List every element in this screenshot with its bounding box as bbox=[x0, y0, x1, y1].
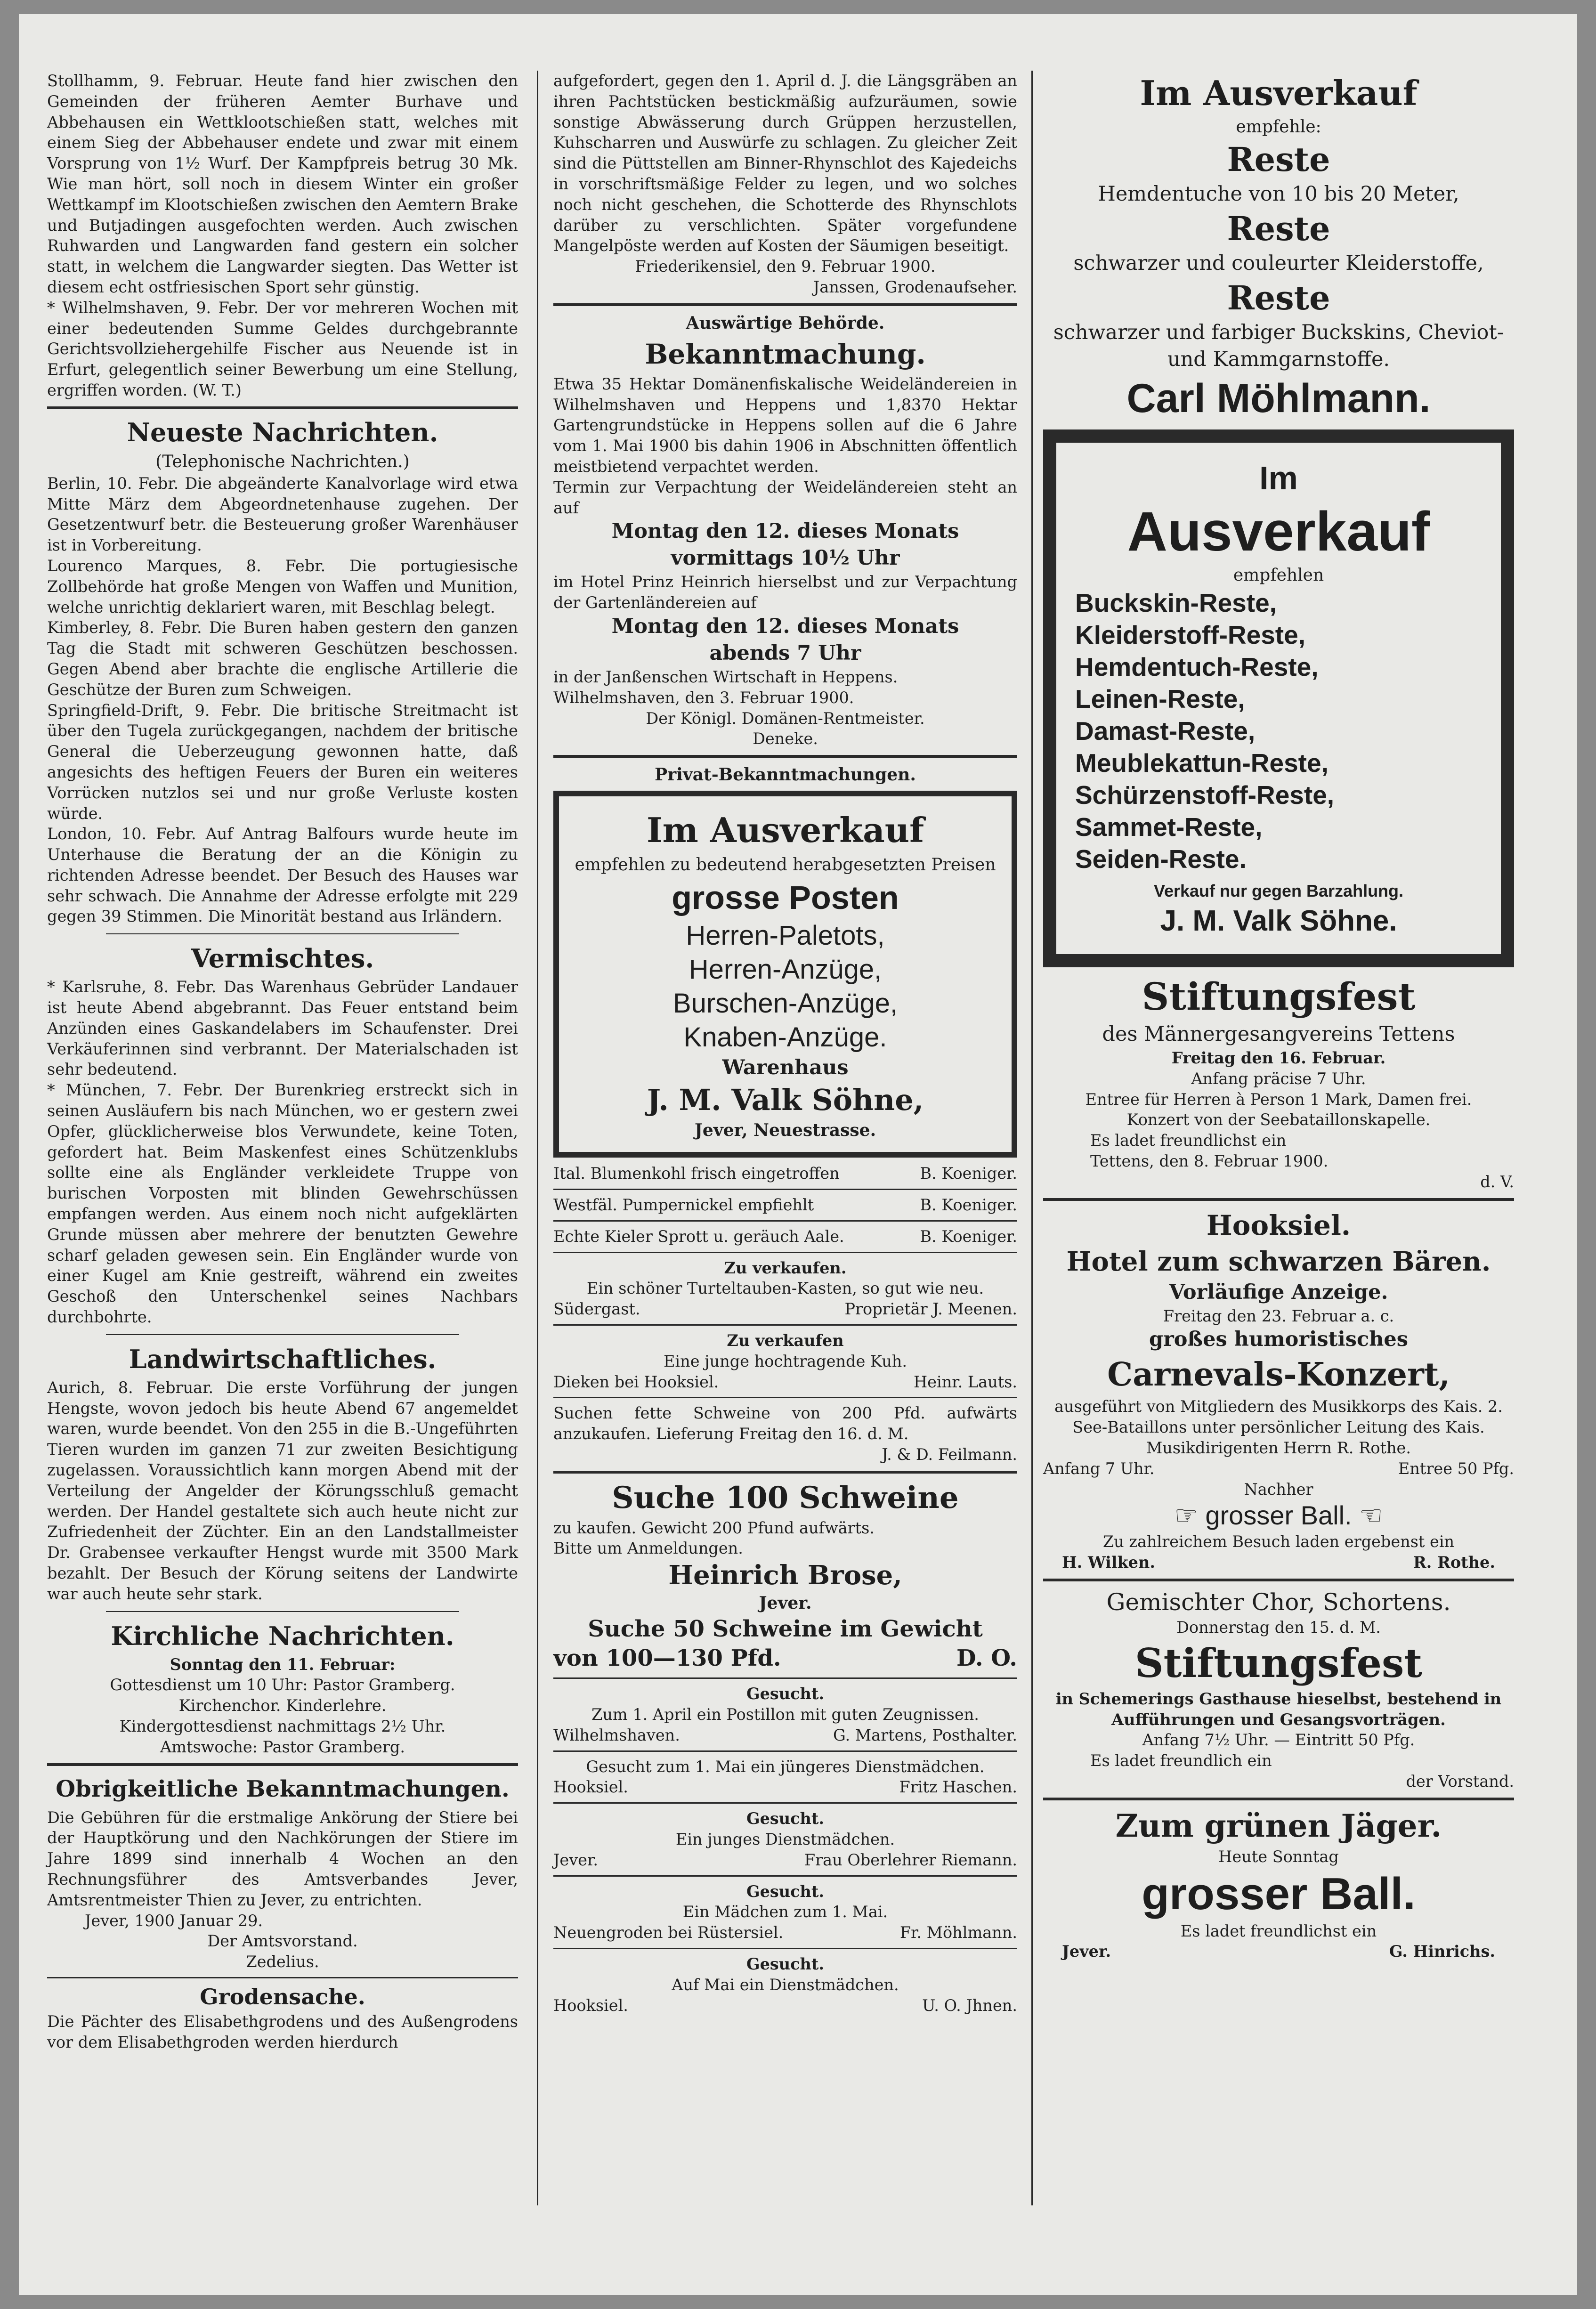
event-line: Es ladet freundlichst ein bbox=[1090, 1131, 1287, 1150]
divider bbox=[47, 406, 518, 409]
article: London, 10. Febr. Auf Antrag Balfours wurde heute im Unterhause die Beratung der an die Königin zu richtenden Adresse beendet. Der Besuch des Hauses war sehr schwach. Die Annahme der Adresse erfolgte mit 229 gegen 39 Stimmen. Die Minorität bestand aus Irländern. bbox=[47, 825, 518, 926]
church-line: Gottesdienst um 10 Uhr: Pastor Gramberg. bbox=[110, 1676, 455, 1694]
divider bbox=[553, 1324, 1017, 1326]
event-place-text: Jever. bbox=[1062, 1942, 1111, 1961]
ad-line bbox=[553, 1644, 1017, 1673]
notice-signature: Der Amtsvorstand. bbox=[207, 1932, 358, 1951]
divider bbox=[553, 1750, 1017, 1752]
event-venue: Zum grünen Jäger. bbox=[1115, 1807, 1442, 1844]
section-heading: Vermischtes. bbox=[191, 943, 374, 974]
event-line: großes humoristisches bbox=[1149, 1328, 1408, 1352]
ad-title: Im Ausverkauf bbox=[646, 810, 924, 851]
event-line: Zu zahlreichem Besuch laden ergebenst ein bbox=[1102, 1532, 1455, 1551]
section-heading: Kirchliche Nachrichten. bbox=[111, 1620, 454, 1651]
ad-address: Jever, Neuestrasse. bbox=[694, 1120, 876, 1141]
classified-signature: Fritz Haschen. bbox=[899, 1778, 1017, 1797]
section-heading: Obrigkeitliche Bekanntmachungen. bbox=[56, 1775, 510, 1802]
article: Aurich, 8. Februar. Die erste Vorführung der jungen Hengste, wovon jedoch bis heute Abend 67 angemeldet waren, wurde beendet. Von den 255 in die B.-Ungeführten Tieren wurden im ganzen 71 zur zweiten Besichtigung zugelassen. Voraussichtlich kann morgen Abend mit der Verteilung der Angelder der Körungsschluß gemacht werden. Der Handel gestaltete sich auch heute nicht zur Zufriedenheit der Züchter. Ein an den Landstallmeister Dr. Grabensee verkaufter Hengst wurde mit 3500 Mark bezahlt. Der Besuch der Körung seitens der Landwirte war auch heute sehr stark. bbox=[47, 1378, 518, 1603]
classified-signature: J. & D. Feilmann. bbox=[882, 1445, 1017, 1464]
classified bbox=[553, 1850, 1017, 1871]
event-line: Donnerstag den 15. d. M. bbox=[1176, 1618, 1381, 1637]
notice-signature: Janssen, Grodenaufseher. bbox=[813, 277, 1017, 296]
ad-headline: Reste bbox=[1227, 209, 1330, 248]
event-line: Anfang 7½ Uhr. — Eintritt 50 Pfg. bbox=[1142, 1731, 1415, 1750]
classified bbox=[553, 1777, 1017, 1798]
section-heading: Landwirtschaftliches. bbox=[129, 1344, 437, 1374]
section-heading: Grodensache. bbox=[200, 1984, 365, 2009]
divider bbox=[553, 1677, 1017, 1679]
classified-signature: B. Koeniger. bbox=[920, 1227, 1017, 1246]
divider bbox=[553, 1875, 1017, 1877]
classified-place: Wilhelmshaven. bbox=[553, 1726, 680, 1744]
announcement-title: Bekanntmachung. bbox=[645, 338, 926, 370]
notice: Wilhelmshaven, den 3. Februar 1900. bbox=[553, 688, 854, 707]
event-line bbox=[1043, 1458, 1514, 1479]
event-line: Vorläufige Anzeige. bbox=[1169, 1280, 1388, 1304]
section-subheading: (Telephonische Nachrichten.) bbox=[155, 452, 410, 471]
pointing-hand-icon: ☞ bbox=[1174, 1500, 1206, 1531]
ad-item: Sammet-Reste, bbox=[1075, 812, 1263, 842]
notice: aufgefordert, gegen den 1. April d. J. die Längsgräben an ihren Pachtstücken bestickmäßig aufzuräumen, sowie sonstige Abwässerung durch Grüppen herzustellen, Kuhscharren und Auswürfe zu schlagen. Zu gleicher Zeit sind die Püttstellen am Binner-Rhynschlot des Kajedeichs in vorschriftsmäßige Felder zu legen, und wo solches noch nicht geschehen, die Schotterde des Rhynschlots darüber zu verschlichten. Später vorgefundene Mangelpöste werden auf Kosten der Säumigen beseitigt. bbox=[553, 72, 1017, 255]
classified-text: Ital. Blumenkohl frisch eingetroffen bbox=[553, 1164, 840, 1183]
notice-signature: Der Königl. Domänen-Rentmeister. bbox=[646, 709, 925, 728]
classified-text: zu kaufen. Gewicht 200 Pfund aufwärts. bbox=[553, 1518, 875, 1537]
notice-date: Jever, 1900 Januar 29. bbox=[85, 1911, 263, 1930]
classified-text: Suchen fette Schweine von 200 Pfd. aufwärts anzukaufen. Lieferung Freitag den 16. d. M. bbox=[553, 1404, 1017, 1443]
classified-signature: Heinr. Lauts. bbox=[913, 1372, 1017, 1391]
date-line: vormittags 10½ Uhr bbox=[671, 546, 900, 570]
event-line: Heute Sonntag bbox=[1218, 1847, 1339, 1866]
ad-item: Herren-Paletots, bbox=[686, 920, 885, 951]
event-place: Gemischter Chor, Schortens. bbox=[1106, 1588, 1451, 1616]
ad-title: Im bbox=[1259, 460, 1298, 496]
ad-item: Kleiderstoff-Reste, bbox=[1075, 620, 1305, 649]
ad-item: Seiden-Reste. bbox=[1075, 844, 1247, 874]
event-title: Stiftungsfest bbox=[1134, 1639, 1423, 1686]
section-heading: Auswärtige Behörde. bbox=[686, 313, 885, 333]
event-title: Carnevals-Konzert, bbox=[1107, 1356, 1450, 1394]
divider bbox=[106, 1611, 459, 1612]
classified-text: Eine junge hochtragende Kuh. bbox=[663, 1352, 907, 1370]
advertisement-valk-remnants bbox=[1043, 429, 1514, 967]
ad-subtitle: empfehlen zu bedeutend herabgesetzten Preisen bbox=[575, 855, 996, 875]
event-line: ausgeführt von Mitgliedern des Musikkorps des Kais. 2. See-Bataillons unter persönlicher Leitung des Kais. Musikdirigenten Herrn R. Rothe. bbox=[1054, 1397, 1503, 1457]
article: Springfield-Drift, 9. Febr. Die britische Streitmacht ist über den Tugela zurückgegangen, nachdem der britische General die Ueberzeugung gewonnen hatte, daß angesichts des heftigen Feuers der Buren ein weiteres Vorrücken nutzlos sei und nur große Verluste kosten würde. bbox=[47, 701, 518, 823]
column-middle bbox=[553, 71, 1017, 2016]
ad-item: Knaben-Anzüge. bbox=[683, 1022, 887, 1053]
classified-signature: Fr. Möhlmann. bbox=[899, 1923, 1017, 1942]
classified-text: Ein schöner Turteltauben-Kasten, so gut wie neu. bbox=[586, 1279, 984, 1298]
article: Kimberley, 8. Febr. Die Buren haben gestern den ganzen Tag die Stadt mit schweren Geschützen beschossen. Gegen Abend aber brachte die englische Artillerie die Geschütze der Buren zum Schweigen. bbox=[47, 618, 518, 699]
classified-heading: Gesucht. bbox=[746, 1809, 825, 1828]
article: * München, 7. Febr. Der Burenkrieg erstreckt sich in seinen Ausläufern bis nach München, wo er gestern zwei Opfer, glücklicherweise blos Verwundete, keine Toten, gefordert hat. Beim Maskenfest eines Schützenklubs sollte eine als Engländer verkleidete Truppe von burischen Vorposten mit blinden Gewehrschüssen empfangen werden. Aus einem noch nicht aufgeklärten Grunde müssen aber mehrere der benutzten Gewehre scharf geladen gewesen sein. Ein Engländer wurde von einer Kugel am Knie gestreift, während ein zweites Geschoß den Unterschenkel seines Nachbars durchbohrte. bbox=[47, 1081, 518, 1327]
classified-signature: B. Koeniger. bbox=[920, 1195, 1017, 1214]
divider bbox=[47, 1977, 518, 1978]
event-line: Anfang präcise 7 Uhr. bbox=[1191, 1069, 1366, 1088]
event-line: Es ladet freundlichst ein bbox=[1180, 1921, 1377, 1940]
ad-item: Burschen-Anzüge, bbox=[672, 988, 898, 1019]
event-signature: H. Wilken. bbox=[1062, 1553, 1156, 1572]
divider bbox=[553, 1220, 1017, 1222]
divider bbox=[106, 933, 459, 934]
classified-text: Echte Kieler Sprott u. geräuch Aale. bbox=[553, 1227, 844, 1246]
ad-item: Meublekattun-Reste, bbox=[1075, 748, 1329, 778]
classified-signature: Frau Oberlehrer Riemann. bbox=[804, 1850, 1017, 1869]
divider bbox=[553, 1397, 1017, 1398]
classified-place: Neuengroden bei Rüstersiel. bbox=[553, 1923, 784, 1942]
ad-company: Carl Möhlmann. bbox=[1126, 376, 1431, 421]
ad-note: Verkauf nur gegen Barzahlung. bbox=[1153, 881, 1404, 900]
event-venue: Hotel zum schwarzen Bären. bbox=[1066, 1246, 1491, 1277]
ad-headline: Reste bbox=[1227, 140, 1330, 179]
ad-item: Herren-Anzüge, bbox=[689, 954, 882, 985]
event-signature: G. Hinrichs. bbox=[1389, 1942, 1495, 1961]
notice: Die Pächter des Elisabethgrodens und des Außengrodens vor dem Elisabethgroden werden hierdurch bbox=[47, 2012, 518, 2051]
column-right bbox=[1043, 71, 1514, 1962]
event-text: Entree 50 Pfg. bbox=[1398, 1459, 1514, 1478]
classified-heading: Gesucht. bbox=[746, 1955, 825, 1974]
section-heading: Neueste Nachrichten. bbox=[127, 417, 438, 447]
event-signature: der Vorstand. bbox=[1406, 1772, 1514, 1790]
classified-signature: G. Martens, Posthalter. bbox=[833, 1726, 1017, 1744]
divider bbox=[553, 755, 1017, 758]
notice: Termin zur Verpachtung der Weideländereien steht an auf bbox=[553, 478, 1017, 517]
classified bbox=[553, 1195, 1017, 1215]
classified-signature: B. Koeniger. bbox=[920, 1164, 1017, 1183]
ad-item: schwarzer und couleurter Kleiderstoffe, bbox=[1073, 251, 1484, 275]
ad-headline: grosse Posten bbox=[672, 879, 899, 916]
classified-heading: Gesucht. bbox=[746, 1882, 825, 1901]
event-subtitle: des Männergesangvereins Tettens bbox=[1102, 1022, 1455, 1046]
article: * Wilhelmshaven, 9. Febr. Der vor mehreren Wochen mit einer bedeutenden Summe Geldes durchgebrannte Gerichtsvollziehergehilfe Fischer aus Neuende ist in Erfurt, gelegentlich seiner Bewerbung um eine Stellung, ergriffen worden. (W. T.) bbox=[47, 298, 518, 399]
classified bbox=[553, 1372, 1017, 1393]
classified-signature: Proprietär J. Meenen. bbox=[844, 1300, 1017, 1319]
ad-title: Suche 100 Schweine bbox=[612, 1480, 959, 1515]
ad-item: Schürzenstoff-Reste, bbox=[1075, 780, 1335, 810]
classified-place: Hooksiel. bbox=[553, 1996, 628, 2015]
classified-text: Zum 1. April ein Postillon mit guten Zeugnissen. bbox=[591, 1705, 979, 1724]
column-rule bbox=[537, 71, 538, 2205]
ad-title: Ausverkauf bbox=[1127, 501, 1430, 563]
article: Berlin, 10. Febr. Die abgeänderte Kanalvorlage wird etwa Mitte März dem Abgeordnetenhause zugehen. Der Gesetzentwurf betr. die Besteuerung großer Warenhäuser ist in Vorbereitung. bbox=[47, 474, 518, 555]
advertisement-valk-clothing bbox=[553, 791, 1017, 1158]
classified-place: Südergast. bbox=[553, 1300, 640, 1319]
classified-text: Ein junges Dienstmädchen. bbox=[675, 1830, 895, 1849]
classified bbox=[553, 1995, 1017, 2016]
ad-item: Leinen-Reste, bbox=[1075, 684, 1245, 713]
ad-company: Heinrich Brose, bbox=[668, 1560, 902, 1591]
ad-item: Hemdentuche von 10 bis 20 Meter, bbox=[1098, 182, 1459, 206]
column-left bbox=[47, 71, 518, 2053]
section-heading: Privat-Bekanntmachungen. bbox=[655, 765, 916, 785]
ad-text: von 100—130 Pfd. bbox=[553, 1645, 781, 1672]
event-line: Tettens, den 8. Februar 1900. bbox=[1090, 1151, 1329, 1170]
notice-date: Friederikensiel, den 9. Februar 1900. bbox=[635, 257, 936, 276]
ad-subtitle: empfehlen bbox=[1233, 566, 1324, 585]
church-line: Amtswoche: Pastor Gramberg. bbox=[160, 1737, 405, 1756]
divider bbox=[553, 1948, 1017, 1949]
classified-text: Gesucht zum 1. Mai ein jüngeres Dienstmädchen. bbox=[586, 1757, 985, 1776]
divider bbox=[1043, 1798, 1514, 1800]
divider bbox=[1043, 1579, 1514, 1581]
classified-heading: Gesucht. bbox=[746, 1685, 825, 1703]
ad-item: Damast-Reste, bbox=[1075, 716, 1256, 745]
divider bbox=[553, 303, 1017, 306]
ad-title: Im Ausverkauf bbox=[1140, 73, 1418, 113]
church-line: Kirchenchor. Kinderlehre. bbox=[178, 1696, 387, 1715]
divider bbox=[106, 1334, 459, 1335]
classified bbox=[553, 1299, 1017, 1320]
ad-company: Warenhaus bbox=[722, 1056, 849, 1080]
divider bbox=[1043, 1198, 1514, 1201]
event-line: in Schemerings Gasthause hieselbst, bestehend in Aufführungen und Gesangsvorträgen. bbox=[1055, 1689, 1502, 1729]
classified bbox=[553, 1725, 1017, 1746]
date-line: abends 7 Uhr bbox=[709, 641, 861, 665]
event-signatures bbox=[1043, 1941, 1514, 1962]
event-signatures bbox=[1043, 1552, 1514, 1573]
ad-title: Suche 50 Schweine im Gewicht bbox=[588, 1616, 983, 1643]
divider bbox=[553, 1189, 1017, 1190]
event-signature: d. V. bbox=[1480, 1172, 1514, 1191]
church-line: Sonntag den 11. Februar: bbox=[170, 1655, 396, 1674]
ad-subtitle: empfehle: bbox=[1236, 117, 1321, 137]
article: Lourenco Marques, 8. Febr. Die portugiesische Zollbehörde hat große Mengen von Waffen und Munition, welche unrichtig deklariert waren, mit Beschlag belegt. bbox=[47, 556, 518, 616]
date-line: Montag den 12. dieses Monats bbox=[611, 519, 959, 543]
classified-text: Bitte um Anmeldungen. bbox=[553, 1539, 743, 1558]
classified-heading: Zu verkaufen bbox=[727, 1331, 844, 1350]
ad-signature: D. O. bbox=[956, 1645, 1017, 1672]
column-rule bbox=[1031, 71, 1033, 2205]
event-title: grosser Ball. bbox=[1142, 1868, 1416, 1919]
classified-signature: U. O. Jhnen. bbox=[922, 1996, 1017, 2015]
classified-place: Hooksiel. bbox=[553, 1778, 628, 1797]
ad-headline: Reste bbox=[1227, 278, 1330, 317]
article: Stollhamm, 9. Februar. Heute fand hier zwischen den Gemeinden der früheren Aemter Burhave und Abbehausen ein Wettklootschießen statt, welches mit einem Sieg der Abbehauser endete und zwar mit einem Vorsprung von 1½ Wurf. Der Kampfpreis betrug 30 Mk. Wie man hört, soll noch in diesem Winter ein großer Wettkampf im Klootschießen zwischen den Aemtern Brake und Butjadingen ausgefochten werden. Auch zwischen Ruhwarden und Langwarden fand gestern ein solcher statt, in welchem die Langwarder siegten. Das Wetter ist diesem echt ostfriesischen Sport sehr günstig. bbox=[47, 72, 518, 296]
event-signature: R. Rothe. bbox=[1413, 1553, 1495, 1572]
classified-heading: Zu verkaufen. bbox=[724, 1258, 847, 1277]
event-title: Stiftungsfest bbox=[1142, 974, 1416, 1019]
event-title-text: grosser Ball. bbox=[1205, 1500, 1352, 1531]
ad-company: J. M. Valk Söhne, bbox=[647, 1083, 924, 1118]
ad-company: J. M. Valk Söhne. bbox=[1160, 905, 1397, 937]
classified bbox=[553, 1163, 1017, 1184]
divider bbox=[553, 1471, 1017, 1474]
ad-item: Buckskin-Reste, bbox=[1075, 588, 1277, 617]
event-title bbox=[1043, 1499, 1514, 1531]
classified-text: Westfäl. Pumpernickel empfiehlt bbox=[553, 1195, 814, 1214]
ad-item: schwarzer und farbiger Buckskins, Cheviot- und Kammgarnstoffe. bbox=[1053, 321, 1504, 371]
classified-text: Auf Mai ein Dienstmädchen. bbox=[672, 1975, 899, 1994]
divider bbox=[47, 1763, 518, 1766]
notice: in der Janßenschen Wirtschaft in Heppens. bbox=[553, 667, 898, 686]
notice: Etwa 35 Hektar Domänenfiskalische Weideländereien in Wilhelmshaven und Heppens und 1,8370 Hektar Gartengrundstücke in Heppens sollen auf die 6 Jahre vom 1. Mai 1900 bis dahin 1906 in Abschnitten öffentlich meistbietend verpachtet werden. bbox=[553, 374, 1017, 476]
pointing-hand-icon: ☜ bbox=[1352, 1500, 1383, 1531]
classified-place: Dieken bei Hooksiel. bbox=[553, 1372, 719, 1391]
ad-address: Jever. bbox=[759, 1593, 812, 1613]
church-line: Kindergottesdienst nachmittags 2½ Uhr. bbox=[119, 1717, 446, 1735]
classified-place: Jever. bbox=[553, 1850, 598, 1869]
notice-signature: Deneke. bbox=[753, 729, 818, 748]
event-line: Freitag den 23. Februar a. c. bbox=[1163, 1306, 1394, 1325]
divider bbox=[553, 1802, 1017, 1804]
notice: Die Gebühren für die erstmalige Ankörung der Stiere bei der Hauptkörung und den Nachkörungen der Stiere im Jahre 1899 sind innerhalb 4 Wochen an den Rechnungsführer des Amtsverbandes Jever, Amtsrentmeister Thien zu Jever, zu entrichten. bbox=[47, 1808, 518, 1909]
event-line: Nachher bbox=[1244, 1480, 1313, 1499]
event-line: Entree für Herren à Person 1 Mark, Damen frei. bbox=[1085, 1090, 1472, 1109]
event-text: Anfang 7 Uhr. bbox=[1043, 1459, 1155, 1478]
date-line: Montag den 12. dieses Monats bbox=[611, 614, 959, 638]
event-line: Freitag den 16. Februar. bbox=[1171, 1049, 1386, 1067]
divider bbox=[553, 1252, 1017, 1253]
classified bbox=[553, 1226, 1017, 1247]
notice-signature: Zedelius. bbox=[246, 1953, 319, 1971]
event-place: Hooksiel. bbox=[1206, 1209, 1351, 1241]
classified-text: Ein Mädchen zum 1. Mai. bbox=[682, 1903, 888, 1921]
event-line: Konzert von der Seebataillonskapelle. bbox=[1126, 1110, 1431, 1129]
event-line: Es ladet freundlich ein bbox=[1090, 1751, 1272, 1770]
notice: im Hotel Prinz Heinrich hierselbst und zur Verpachtung der Gartenländereien auf bbox=[553, 573, 1017, 612]
classified bbox=[553, 1922, 1017, 1943]
article: * Karlsruhe, 8. Febr. Das Warenhaus Gebrüder Landauer ist heute Abend abgebrannt. Das Feuer entstand beim Anzünden eines Gaskandelabers im Schaufenster. Drei Verkäuferinnen sind verbrannt. Der Materialschaden ist sehr bedeutend. bbox=[47, 978, 518, 1079]
ad-item: Hemdentuch-Reste, bbox=[1075, 652, 1319, 681]
